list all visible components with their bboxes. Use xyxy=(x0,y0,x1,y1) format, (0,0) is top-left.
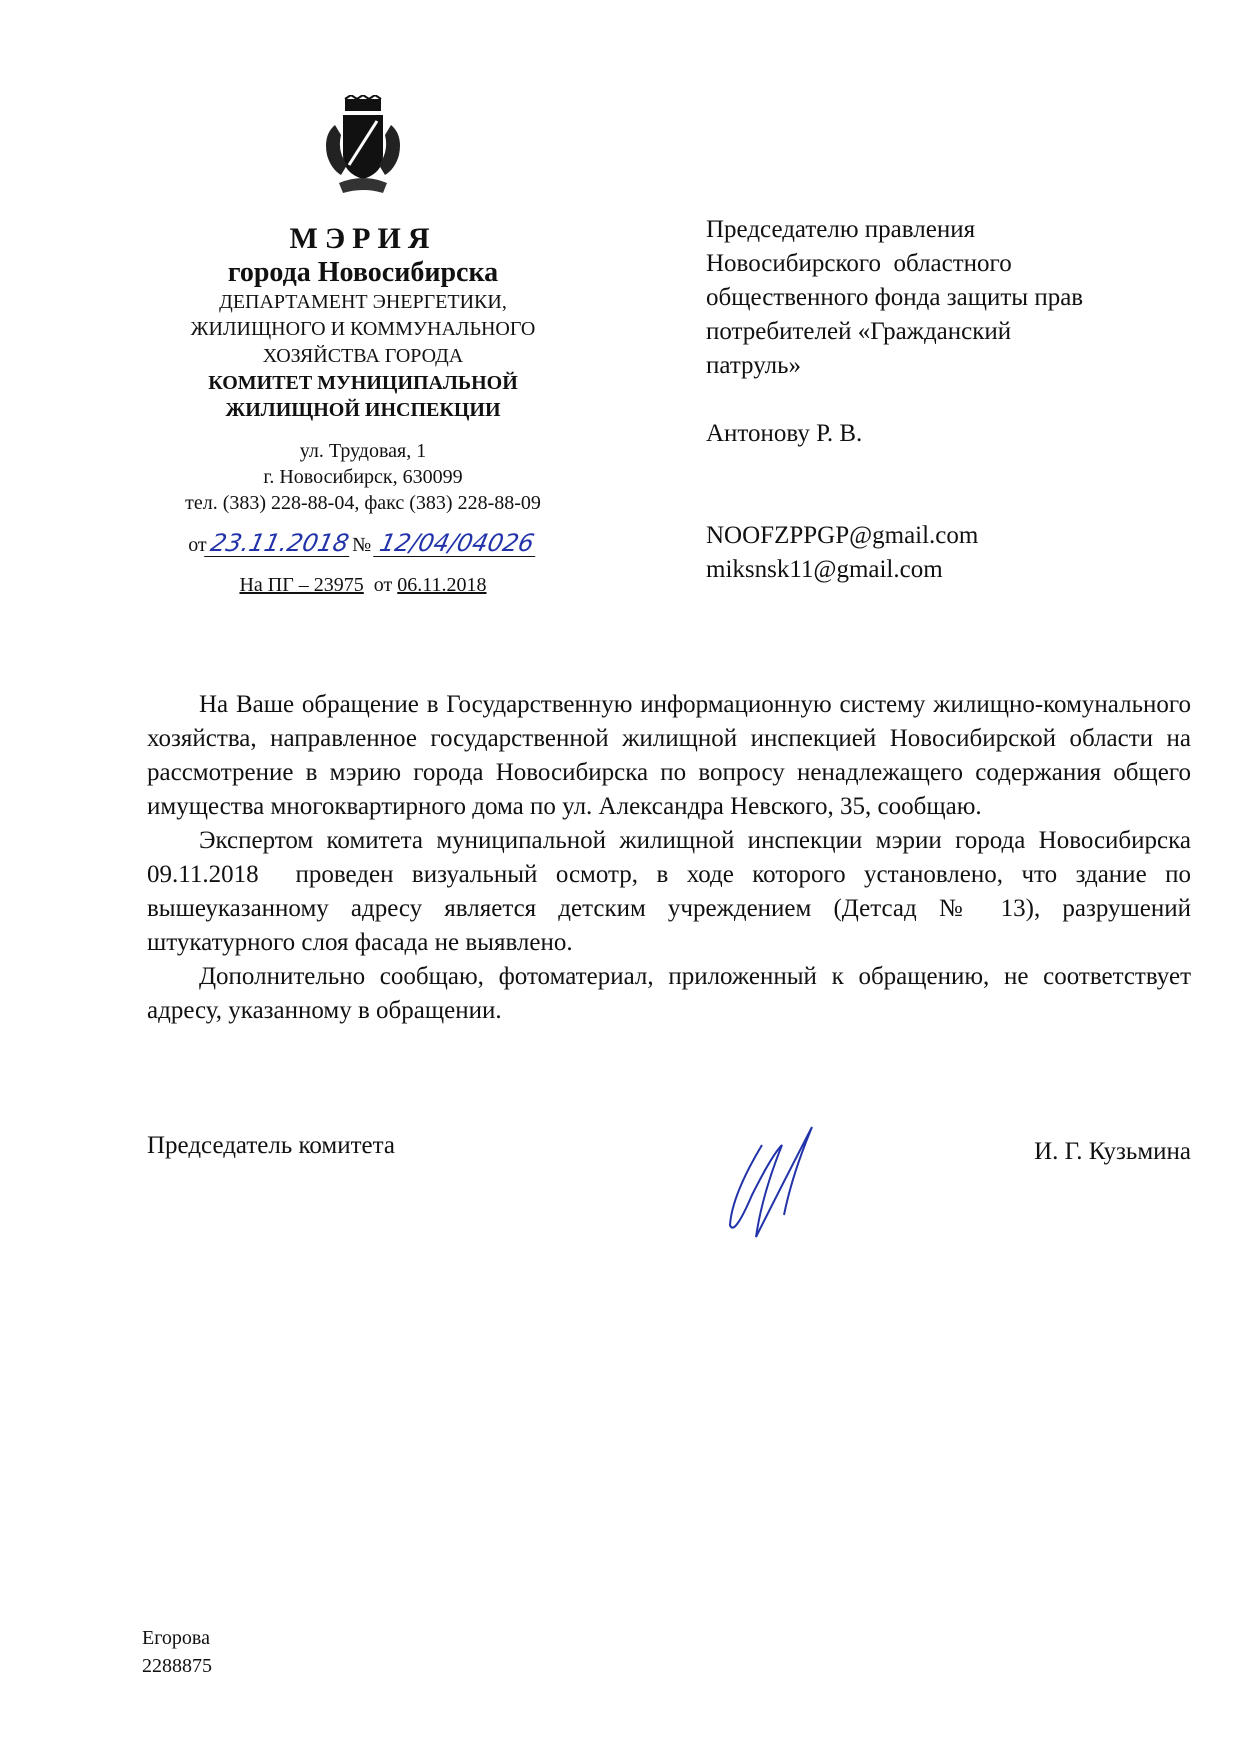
letter-body xyxy=(147,688,1198,1028)
department-line: ХОЗЯЙСТВА ГОРОДА xyxy=(262,345,464,367)
recipient-line: Председателю правления xyxy=(706,216,976,243)
recipient-email: miksnsk11@gmail.com xyxy=(706,556,943,583)
address-line: г. Новосибирск, 630099 xyxy=(263,466,463,488)
body-paragraph: Экспертом комитета муниципальной жилищной инспекции мэрии города Новосибирска 09.11.2018 проведен визуальный осмотр, в ходе которого установлено, что здание по вышеуказанному адресу является детским учреждением (Детсад № 13), разрушений штукатурного слоя фасада не выявлено. xyxy=(147,827,1198,956)
address-line: ул. Трудовая, 1 xyxy=(299,440,427,462)
registration-line xyxy=(140,530,586,558)
recipient-name: Антонову Р. В. xyxy=(706,420,863,447)
reg-no-label: № xyxy=(352,534,372,556)
recipient-line: патруль» xyxy=(706,352,802,379)
address-line: тел. (383) 228-88-04, факс (383) 228-88-09 xyxy=(185,492,541,514)
body-paragraph: Дополнительно сообщаю, фотоматериал, приложенный к обращению, не соответствует адресу, указанному в обращении. xyxy=(147,963,1191,1024)
recipient-email: NOOFZPPGP@gmail.com xyxy=(706,522,979,549)
department-line: ДЕПАРТАМЕНТ ЭНЕРГЕТИКИ, xyxy=(219,291,507,313)
handwritten-signature xyxy=(722,1125,832,1240)
recipient-line: потребителей «Гражданский xyxy=(706,318,1012,345)
reply-from-label: от xyxy=(373,574,393,596)
reg-number: 12/04/04026 xyxy=(373,530,540,557)
department-line: ЖИЛИЩНОГО И КОММУНАЛЬНОГО xyxy=(190,318,536,340)
sender-city: города Новосибирска xyxy=(227,257,499,288)
reg-date: 23.11.2018 xyxy=(204,530,355,557)
committee-line: КОМИТЕТ МУНИЦИПАЛЬНОЙ xyxy=(208,372,518,394)
body-paragraph: На Ваше обращение в Государственную информационную систему жилищно-комунального хозяйства, направленное государственной жилищной инспекцией Новосибирской области на рассмотрение в мэрию города Новосибирска по вопросу ненадлежащего содержания общего имущества многоквартирного дома по ул. Александра Невского, 35, сообщаю. xyxy=(147,691,1191,820)
committee-line: ЖИЛИЩНОЙ ИНСПЕКЦИИ xyxy=(225,399,501,421)
coat-of-arms-icon xyxy=(315,95,411,199)
executor-name: Егорова xyxy=(142,1627,210,1649)
sender-letterhead xyxy=(140,95,586,598)
sender-title: МЭРИЯ xyxy=(289,222,437,255)
executor-phone: 2288875 xyxy=(142,1655,212,1677)
reg-from-label: от xyxy=(188,534,207,556)
recipient-block xyxy=(706,213,1186,587)
reply-reference xyxy=(140,572,586,598)
signature-row xyxy=(147,1132,1191,1172)
signer-name: И. Г. Кузьмина xyxy=(1034,1138,1191,1165)
reply-to: На ПГ – 23975 xyxy=(239,574,364,596)
executor-info xyxy=(142,1624,212,1680)
reply-date: 06.11.2018 xyxy=(397,574,487,596)
recipient-line: Новосибирского областного xyxy=(706,250,1012,277)
recipient-line: общественного фонда защиты прав xyxy=(706,284,1084,311)
signer-position: Председатель комитета xyxy=(147,1132,395,1159)
